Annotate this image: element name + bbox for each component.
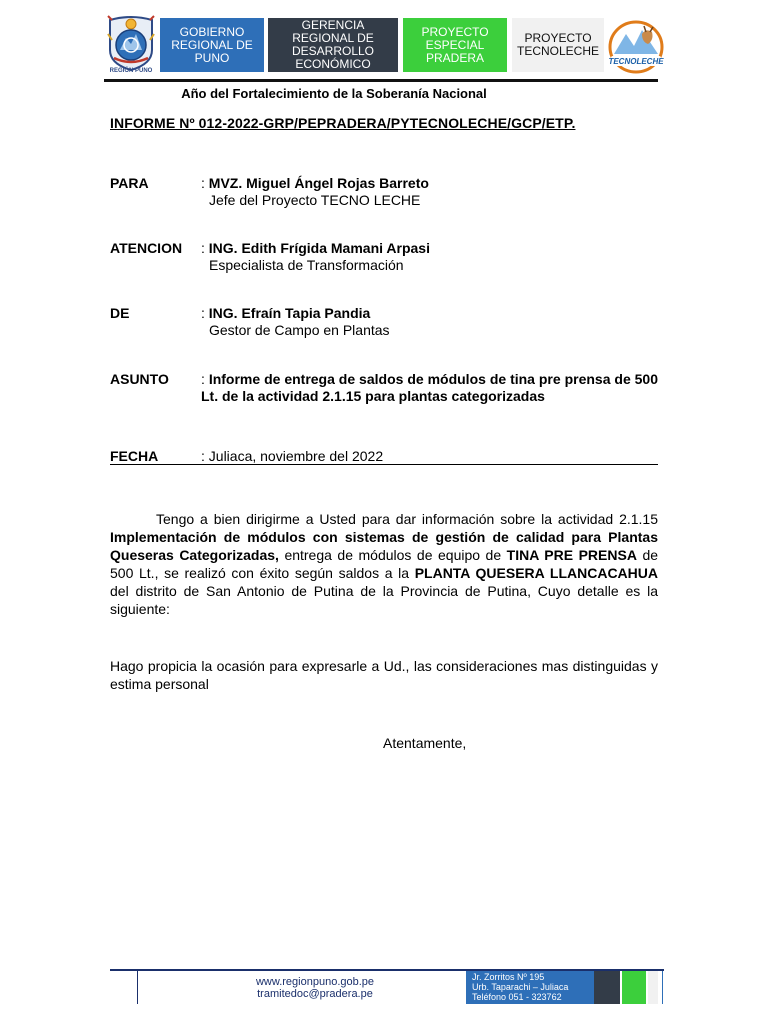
proyecto-tecnoleche-box: PROYECTO TECNOLECHE [512, 18, 604, 72]
equipment-name: TINA PRE PRENSA [506, 547, 637, 563]
body-text: del distrito de San Antonio de Putina de la Provincia de Putina, Cuyo detalle es la siguiente: [110, 583, 658, 617]
field-value: : ING. Efraín Tapia Pandia Gestor de Campo en Plantas [201, 305, 658, 339]
activity-name: Implementación de módulos con sistemas de gestión de calidad para Plantas Queseras Categorizadas, [110, 529, 658, 563]
body-paragraph-1 [110, 510, 658, 618]
footer-address [466, 971, 594, 1004]
sender-name: ING. Efraín Tapia Pandia [208, 305, 371, 321]
footer-links [200, 976, 430, 1000]
body-text: de 500 Lt., se realizó con éxito según saldos a la [110, 547, 659, 581]
footer-left-line [137, 971, 138, 1004]
address-line: Urb. Taparachi – Juliaca [472, 982, 569, 992]
subject-text: Informe de entrega de saldos de módulos de tina pre prensa de 500 Lt. de la actividad 2.1.15 para plantas categorizadas [201, 371, 659, 404]
body-text: entrega de módulos de equipo de [284, 547, 502, 563]
footer-swatch-dark [594, 971, 620, 1004]
header-divider [104, 79, 658, 82]
gobierno-regional-box: GOBIERNO REGIONAL DE PUNO [160, 18, 264, 72]
proyecto-pradera-box: PROYECTO ESPECIAL PRADERA [403, 18, 507, 72]
sender-role: Gestor de Campo en Plantas [209, 322, 390, 338]
field-label: PARA [110, 175, 149, 191]
region-puno-caption: REGIÓN PUNO [109, 68, 153, 74]
gerencia-regional-box: GERENCIA REGIONAL DE DESARROLLO ECONÓMICO [268, 18, 398, 72]
field-value: : ING. Edith Frígida Mamani Arpasi Especialista de Transformación [201, 240, 658, 274]
plant-name: PLANTA QUESERA LLANCACAHUA [414, 565, 658, 581]
recipient-role: Jefe del Proyecto TECNO LECHE [209, 192, 421, 208]
letterhead [104, 14, 664, 78]
field-value: : Juliaca, noviembre del 2022 [201, 448, 384, 464]
website-link[interactable]: www.regionpuno.gob.pe [255, 976, 375, 988]
tecnoleche-logo-text: TECNOLECHE [608, 57, 664, 66]
footer-right-line [662, 971, 663, 1004]
fecha-underline [110, 464, 658, 465]
field-value: : MVZ. Miguel Ángel Rojas Barreto Jefe del Proyecto TECNO LECHE [201, 175, 658, 209]
region-puno-crest-icon [104, 14, 158, 76]
field-value: : Informe de entrega de saldos de módulos de tina pre prensa de 500 Lt. de la actividad 2.1.15 para plantas categorizadas [201, 371, 659, 404]
date-text: Juliaca, noviembre del 2022 [208, 448, 384, 464]
footer-swatch-light [648, 971, 658, 1004]
report-title: INFORME Nº 012-2022-GRP/PEPRADERA/PYTECNOLECHE/GCP/ETP. [110, 115, 576, 131]
field-label: ASUNTO [110, 371, 169, 387]
tecnoleche-logo [608, 20, 664, 74]
field-label: FECHA [110, 448, 159, 464]
attention-name: ING. Edith Frígida Mamani Arpasi [208, 240, 430, 256]
closing-salutation: Atentamente, [383, 735, 467, 751]
field-label: ATENCION [110, 240, 183, 256]
email-link[interactable]: tramitedoc@pradera.pe [257, 988, 373, 1000]
phone-number: Teléfono 051 - 323762 [472, 992, 562, 1002]
region-puno-logo [104, 14, 158, 76]
field-label: DE [110, 305, 130, 321]
body-paragraph-2: Hago propicia la ocasión para expresarle a Ud., las consideraciones mas distinguidas y estima personal [110, 658, 658, 692]
recipient-name: MVZ. Miguel Ángel Rojas Barreto [208, 175, 429, 191]
address-line: Jr. Zorritos Nº 195 [472, 972, 545, 982]
year-motto: Año del Fortalecimiento de la Soberanía Nacional [181, 86, 487, 101]
attention-role: Especialista de Transformación [209, 257, 404, 273]
body-text: Tengo a bien dirigirme a Usted para dar información sobre la actividad 2.1.15 [156, 511, 658, 527]
footer-swatch-green [622, 971, 646, 1004]
